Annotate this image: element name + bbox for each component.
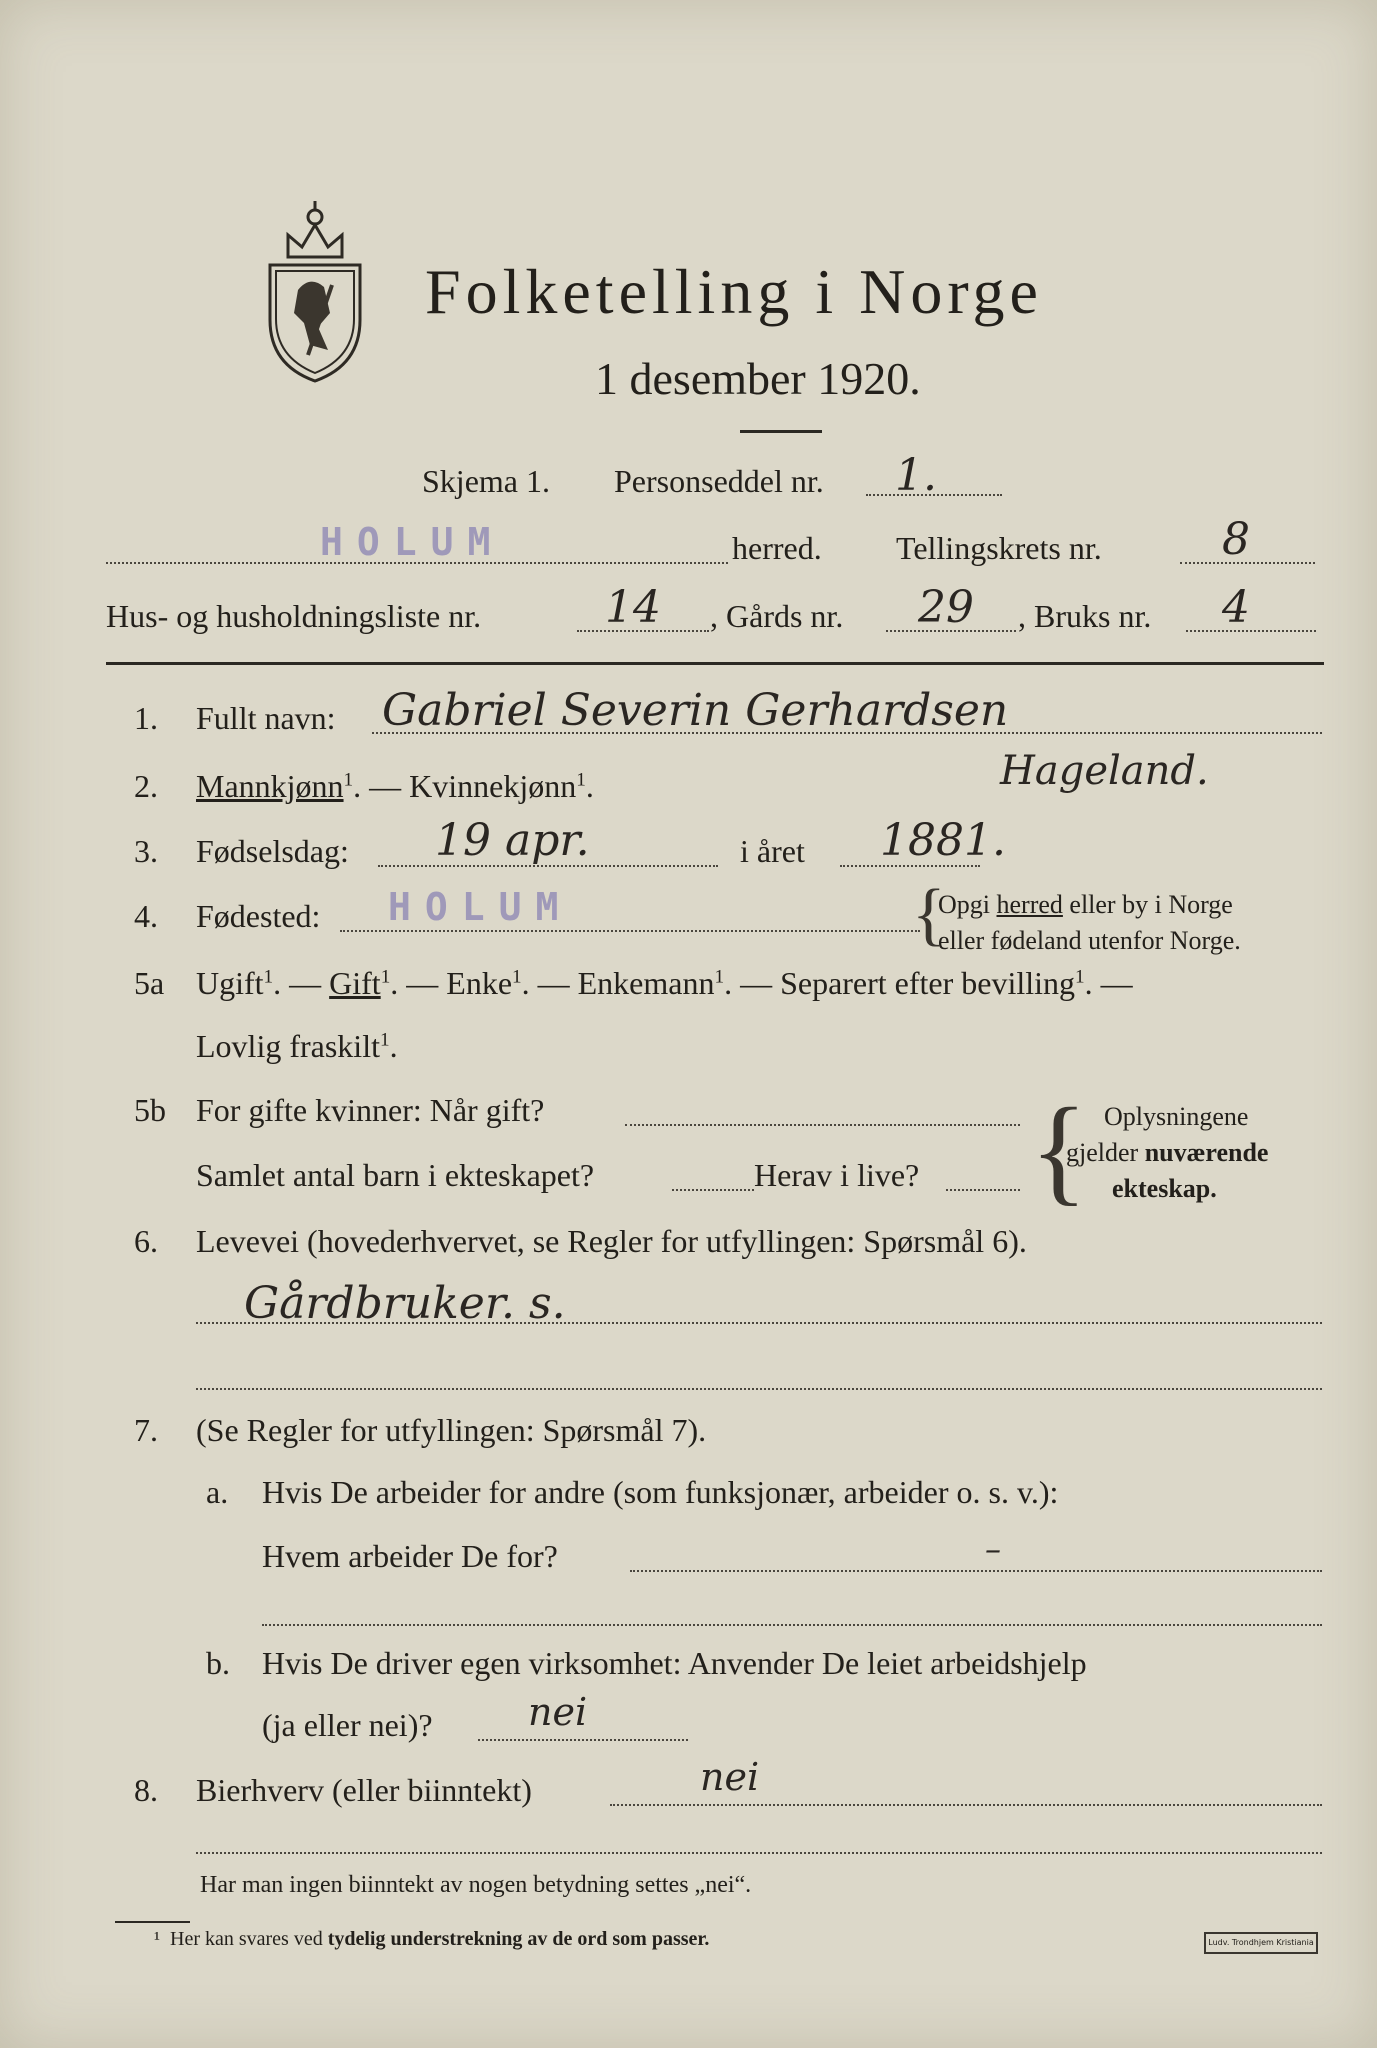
q5b-note-2: gjelder nuværende <box>1066 1138 1269 1167</box>
title-rule <box>740 430 822 433</box>
q4-number: 4. <box>134 898 158 934</box>
q4-line <box>340 930 920 932</box>
birthplace-stamp: HOLUM <box>388 885 573 929</box>
footnote-rule <box>115 1921 190 1923</box>
full-name-value[interactable]: Gabriel Severin Gerhardsen <box>382 685 1009 736</box>
q7a-line <box>630 1570 1322 1572</box>
skjema-label: Skjema 1. <box>422 463 550 499</box>
year-label: i året <box>740 833 805 869</box>
q6-number: 6. <box>134 1223 158 1259</box>
gards-label: , Gårds nr. <box>710 598 844 634</box>
q7a-question: Hvem arbeider De for? <box>262 1538 558 1574</box>
q5b-line-3 <box>946 1189 1020 1191</box>
bruks-value[interactable]: 4 <box>1222 582 1250 633</box>
q7-number: 7. <box>134 1412 158 1448</box>
hired-help-value[interactable]: nei <box>528 1690 588 1734</box>
q4-note-1: Opgi herred eller by i Norge <box>938 890 1233 919</box>
q7a-line-2 <box>262 1624 1322 1626</box>
q5b-line-2 <box>672 1189 754 1191</box>
q4-note-2: eller fødeland utenfor Norge. <box>938 926 1241 955</box>
q6-label: Levevei (hovederhvervet, se Regler for utfyllingen: Spørsmål 6). <box>196 1223 1027 1259</box>
coat-of-arms-icon <box>258 195 373 385</box>
herred-label: herred. <box>732 530 822 566</box>
q7b-text: Hvis De driver egen virksomhet: Anvender De leiet arbeidshjelp <box>262 1645 1087 1681</box>
footer-note: Har man ingen biinntekt av nogen betydning settes „nei“. <box>200 1872 752 1898</box>
printer-stamp: Ludv. Trondhjem Kristiania <box>1204 1932 1318 1954</box>
tellingskrets-label: Tellingskrets nr. <box>896 530 1102 566</box>
q5b-brace: { <box>1030 1083 1088 1216</box>
personseddel-value[interactable]: 1. <box>895 450 937 501</box>
q5b-label-1: For gifte kvinner: Når gift? <box>196 1092 545 1128</box>
side-income-value[interactable]: nei <box>700 1755 760 1799</box>
q7a-text: Hvis De arbeider for andre (som funksjonær, arbeider o. s. v.): <box>262 1474 1059 1510</box>
q8-label: Bierhverv (eller biinntekt) <box>196 1772 532 1808</box>
q2-number: 2. <box>134 768 158 804</box>
q1-number: 1. <box>134 700 158 736</box>
q7b-line <box>478 1739 688 1741</box>
male-option[interactable]: Mannkjønn <box>196 768 344 804</box>
tellingskrets-value[interactable]: 8 <box>1222 514 1250 565</box>
q7b-letter: b. <box>206 1645 230 1681</box>
gift-option[interactable]: Gift <box>329 965 381 1001</box>
full-name-value-cont[interactable]: Hageland. <box>1000 748 1209 794</box>
bruks-line <box>1186 630 1316 632</box>
q8-number: 8. <box>134 1772 158 1808</box>
q6-line-1 <box>196 1322 1322 1324</box>
gards-value[interactable]: 29 <box>918 582 974 633</box>
q6-line-2 <box>196 1388 1322 1390</box>
q1-label: Fullt navn: <box>196 700 336 736</box>
q5b-note-1: Oplysningene <box>1104 1102 1249 1131</box>
q7a-letter: a. <box>206 1474 229 1510</box>
q5b-line-1 <box>625 1124 1020 1126</box>
q7b-question: (ja eller nei)? <box>262 1707 433 1743</box>
q4-brace: { <box>912 876 946 953</box>
q4-label: Fødested: <box>196 898 321 934</box>
q3-label: Fødselsdag: <box>196 833 349 869</box>
header-separator <box>106 662 1324 665</box>
q5b-number: 5b <box>134 1092 166 1128</box>
birth-year-value[interactable]: 1881. <box>880 815 1006 866</box>
q8-line-2 <box>196 1852 1322 1854</box>
q7-label: (Se Regler for utfyllingen: Spørsmål 7). <box>196 1412 707 1448</box>
q3-number: 3. <box>134 833 158 869</box>
q5b-label-2: Samlet antal barn i ekteskapet? <box>196 1157 595 1193</box>
female-option[interactable]: Kvinnekjønn <box>409 768 577 804</box>
footnote: ¹ Her kan svares ved tydelig understrekning av de ord som passer. <box>154 1928 710 1950</box>
q5a-number: 5a <box>134 965 165 1001</box>
birthdate-value[interactable]: 19 apr. <box>435 815 590 866</box>
form-title: Folketelling i Norge <box>425 256 1043 327</box>
husliste-value[interactable]: 14 <box>605 582 661 633</box>
q2-sex-options: Mannkjønn$^1$. — Kvinnekjønn$^1$. <box>196 768 594 804</box>
q5b-label-3: Herav i live? <box>754 1157 920 1193</box>
employer-value[interactable]: – <box>985 1530 1001 1568</box>
census-date: 1 desember 1920. <box>595 353 921 404</box>
q5a-options-cont: Lovlig fraskilt$^1$. <box>196 1028 398 1064</box>
bruks-label: , Bruks nr. <box>1018 598 1152 634</box>
husliste-label: Hus- og husholdningsliste nr. <box>106 598 482 634</box>
occupation-value[interactable]: Gårdbruker. s. <box>244 1278 566 1329</box>
personseddel-label: Personseddel nr. <box>614 463 824 499</box>
q5a-options: Ugift$^1$. — Gift$^1$. — Enke$^1$. — Enkemann$^1$. — Separert efter bevilling$^1$. — <box>196 965 1133 1001</box>
herred-stamp: HOLUM <box>320 520 505 564</box>
q5b-note-3: ekteskap. <box>1112 1174 1217 1203</box>
q8-line <box>610 1804 1322 1806</box>
